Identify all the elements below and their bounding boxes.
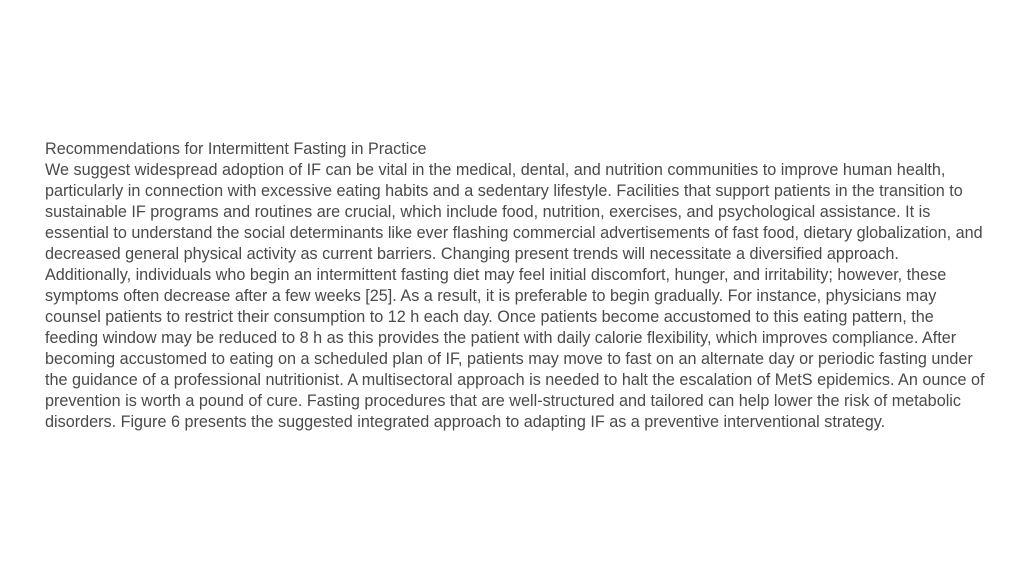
section-heading: Recommendations for Intermittent Fasting in Practice (45, 140, 427, 158)
body-paragraph: We suggest widespread adoption of IF can be vital in the medical, dental, and nutrition communities to improve human health, particularly in connection with excessive eating habits and a sedentary lifestyle. Facilities that support patients in the transition to sustainable IF programs and routines are crucial, which include food, nutrition, exercises, and psychological assistance. It is essential to understand the social determinants like ever flashing commercial advertisements of fast food, dietary globalization, and decreased general physical activity as current barriers. Changing present trends will necessitate a diversified approach. Additionally, individuals who begin an intermittent fasting diet may feel initial discomfort, hunger, and irritability; however, these symptoms often decrease after a few weeks [25]. As a result, it is preferable to begin gradually. For instance, physicians may counsel patients to restrict their consumption to 12 h each day. Once patients become accustomed to this eating pattern, the feeding window may be reduced to 8 h as this provides the patient with daily calorie flexibility, which improves compliance. After becoming accustomed to eating on a scheduled plan of IF, patients may move to fast on an alternate day or periodic fasting under the guidance of a professional nutritionist. A multisectoral approach is needed to halt the escalation of MetS epidemics. An ounce of prevention is worth a pound of cure. Fasting procedures that are well-structured and tailored can help lower the risk of metabolic disorders. Figure 6 presents the suggested integrated approach to adapting IF as a preventive interventional strategy. (45, 161, 985, 431)
text-block (45, 139, 985, 433)
